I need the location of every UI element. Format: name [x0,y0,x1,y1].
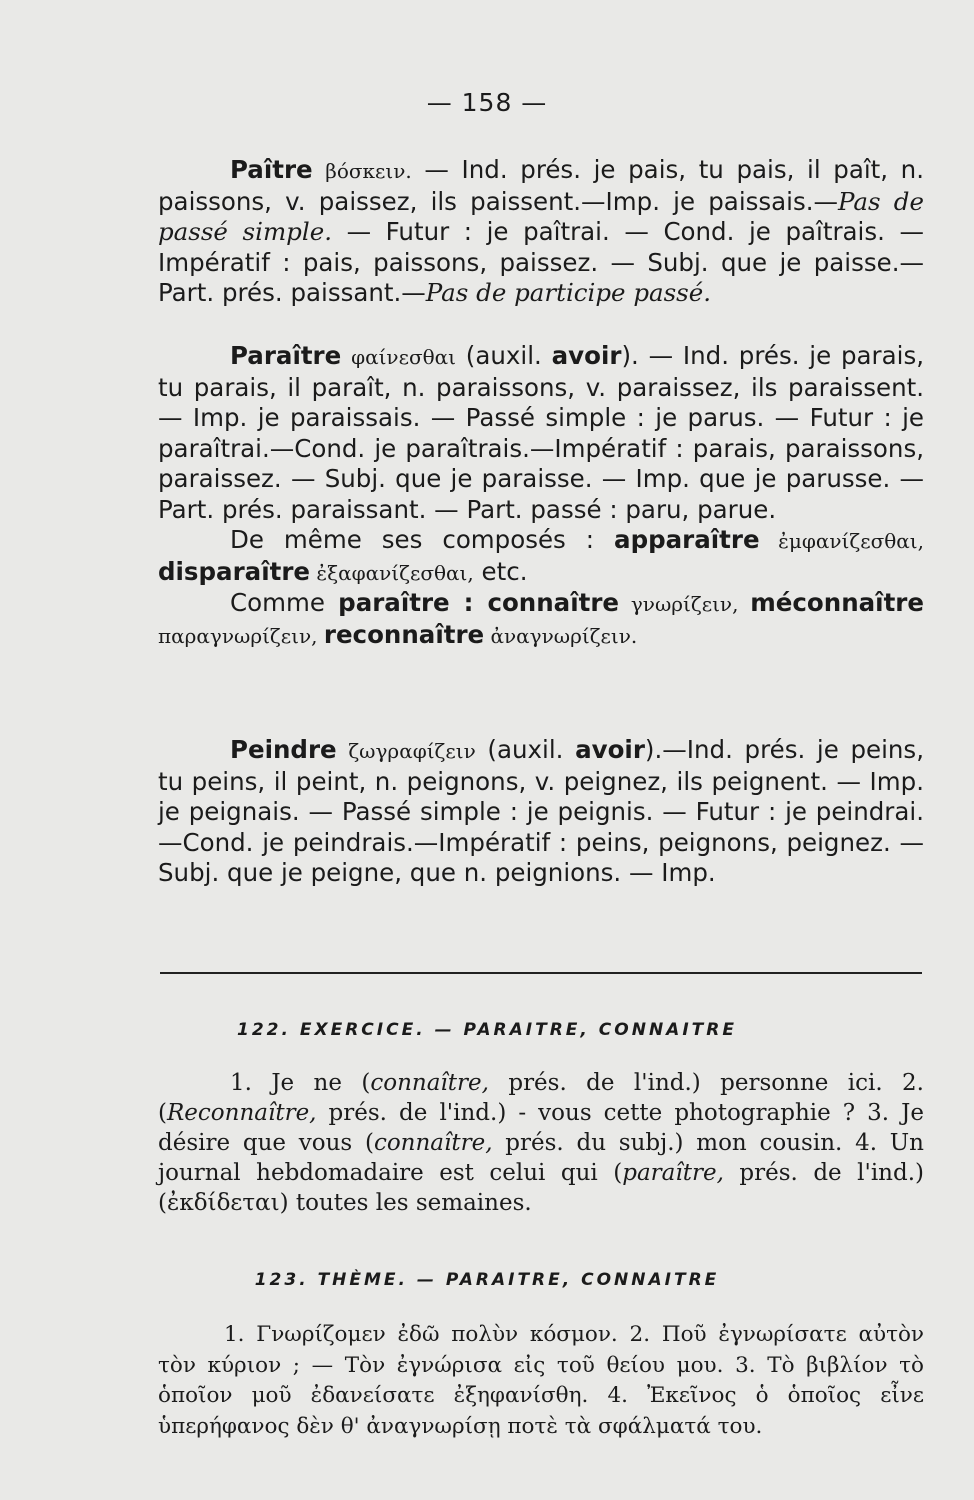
greek-translation: βόσκειν. [325,159,412,183]
paragraph [158,155,924,309]
text: prés. de l'ind.) - vous cette photographie ? 3. Je désire que vous ( [158,1100,924,1156]
italic-note: Pas de participe passé. [425,278,712,307]
auxiliary-verb: avoir [551,341,622,370]
text: prés. de l'ind.) personne ici. 2. ( [158,1070,924,1126]
italic-verb: Reconnaître, [166,1100,317,1126]
text: 1. Je ne ( [230,1070,371,1096]
headword: Paître [230,155,313,184]
section-divider [160,972,922,974]
compound-word: disparaître [158,556,311,586]
greek-translation: ἐξαφανίζεσθαι, [310,560,474,585]
paragraph [158,525,924,588]
conjugation-text: — Futur : je paîtrai. — Cond. je paîtrais. — Impératif : pais, paissons, paissez. — Subj. que je paisse.— Part. prés. paissant.— [158,217,924,307]
paragraph [158,341,924,525]
greek-translation: ἀναγνωρίζειν. [484,623,638,648]
entry-paitre [158,155,924,309]
italic-verb: connaître, [373,1130,493,1156]
theme-heading: 123. THÈME. — PARAITRE, CONNAITRE [254,1270,720,1290]
entry-peindre [158,735,924,889]
headword: Paraître [230,341,342,370]
entry-paraitre [158,341,924,651]
italic-verb: connaître, [370,1070,489,1096]
italic-note: Pas de passé simple. [158,186,924,246]
text: etc. [473,556,528,586]
aux-label: (auxil. [475,735,576,764]
paragraph [158,735,924,889]
conjugation-text: ). — Ind. prés. je parais, tu parais, il paraît, n. paraissons, v. paraissez, ils paraissent. — Imp. je paraissais. — Passé simple : je parus. — Futur : je paraîtrai.—Cond. je paraîtrais.—Impératif : parais, paraissons, paraissez. — Subj. que je paraisse. — Imp. que je parusse. — Part. prés. paraissant. — Part. passé : paru, parue. [158,341,924,524]
greek-translation: ἐμφανίζεσθαι, [759,529,924,553]
greek-translation: ἐκδίδεται [166,1190,280,1216]
text: prés. de l'ind.) ( [158,1160,924,1216]
greek-translation: γνωρίζειν, [619,592,751,616]
text: De même ses composés : [230,525,615,554]
exercise-heading: 122. EXERCICE. — PARAITRE, CONNAITRE [237,1020,737,1040]
text: prés. du subj.) mon cousin. 4. Un journal hebdomadaire est celui qui ( [158,1130,924,1186]
paragraph [158,588,924,651]
compound-word: paraître : connaître [338,588,620,617]
auxiliary-verb: avoir [575,735,645,764]
greek-translation: παραγνωρίζειν, [158,623,324,648]
greek-translation: ζωγραφίζειν [348,739,476,763]
greek-paragraph: 1. Γνωρίζομεν ἐδῶ πολὺν κόσμον. 2. Ποῦ ἐγνωρίσατε αὐτὸν τὸν κύριον ; — Τὸν ἐγνώρισα εἰς τοῦ θείου μου. 3. Τὸ βιβλίον τὸ ὁποῖον μοῦ ἐδανείσατε ἐξηφανίσθη. 4. Ἐκεῖνος ὁ ὁποῖος εἶνε ὑπερήφανος δὲν θ' ἀναγνωρίσῃ ποτὲ τὰ σφάλματά του. [158,1322,924,1439]
text: Comme [230,588,339,617]
headword: Peindre [230,735,337,764]
compound-word: reconnaître [323,619,485,649]
theme-body [158,1320,924,1442]
conjugation-text: — Ind. prés. je pais, tu pais, il paît, n. paissons, v. paissez, ils paissent.—Imp. je paissais.— [158,155,924,216]
paragraph [158,1068,924,1218]
exercise-body [158,1068,924,1218]
text: ) toutes les semaines. [279,1190,532,1216]
compound-word: méconnaître [750,588,924,617]
greek-translation: φαίνεσθαι [351,345,456,369]
conjugation-text: ).—Ind. prés. je peins, tu peins, il peint, n. peignons, v. peignez, ils peignent. — Imp. je peignais. — Passé simple : je peignis. — Futur : je peindrai.—Cond. je peindrais.—Impératif : peins, peignons, peignez. — Subj. que je peigne, que n. peignions. — Imp. [158,735,924,887]
aux-label: (auxil. [456,341,552,370]
italic-verb: paraître, [622,1160,724,1186]
page-number: — 158 — [426,88,548,117]
compound-word: apparaître [614,525,760,554]
